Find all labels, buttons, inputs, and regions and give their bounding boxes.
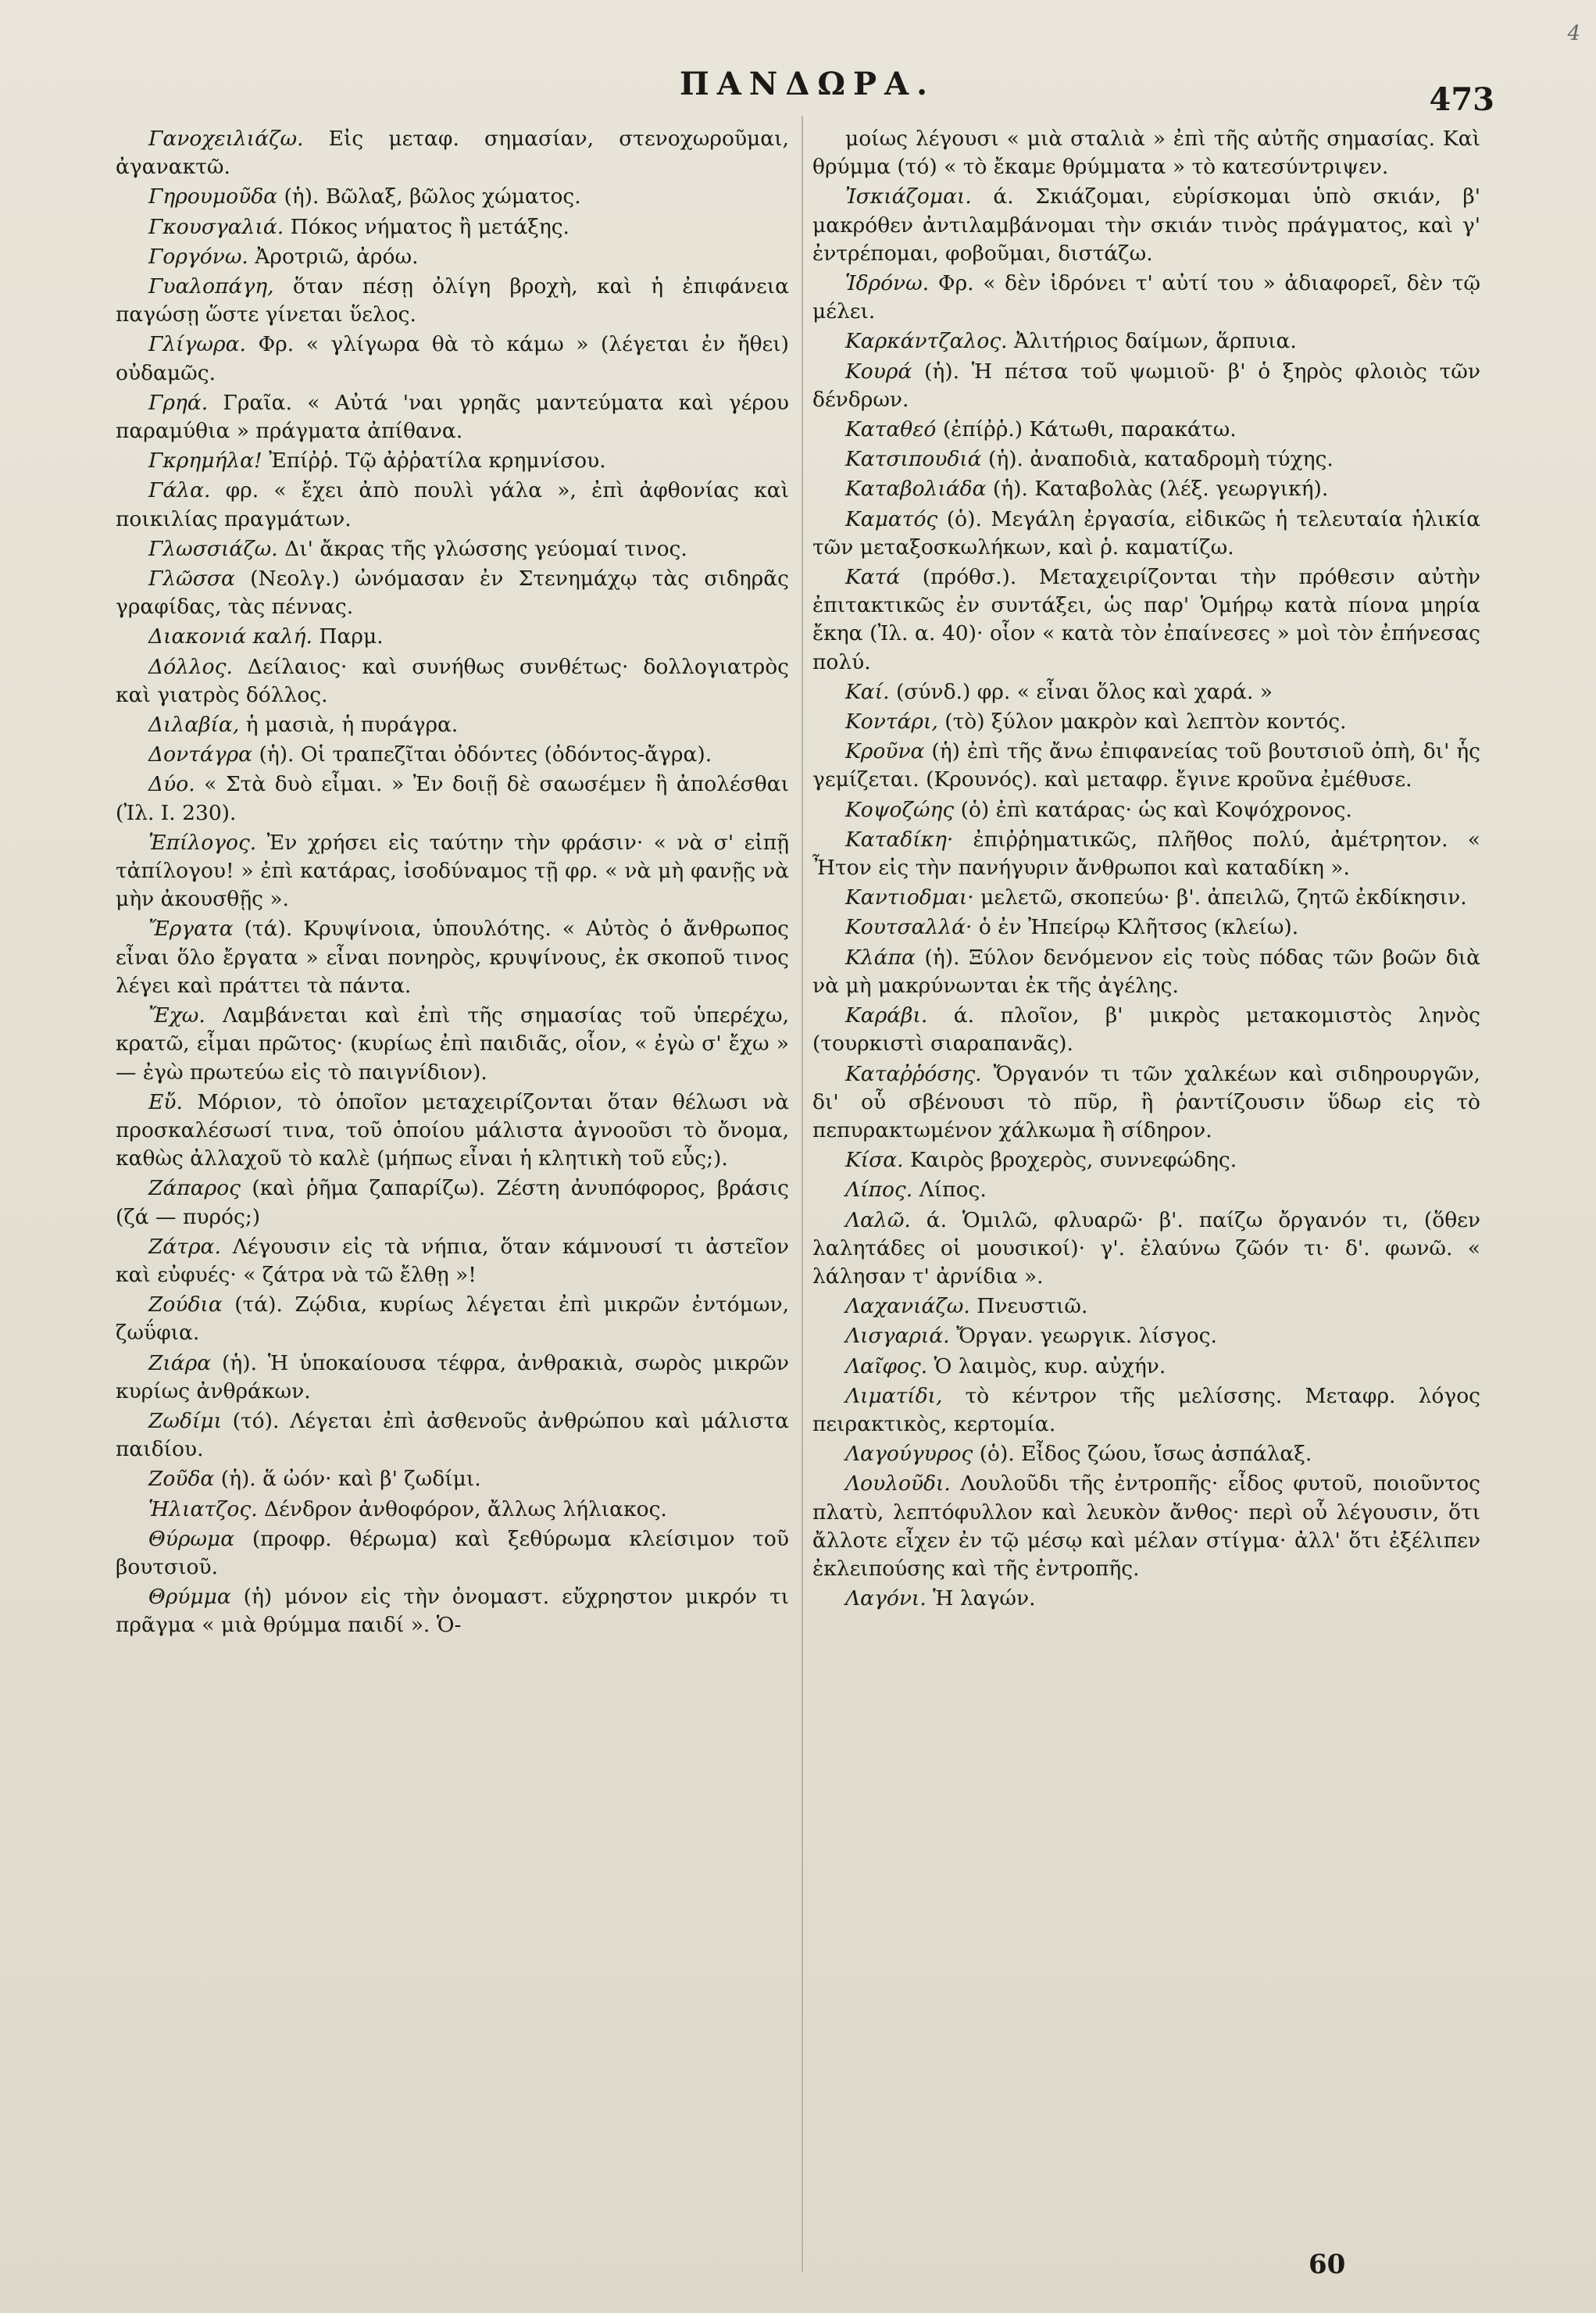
entry-headword: Καταθεό (845, 417, 937, 442)
dictionary-entry (812, 563, 1480, 677)
dictionary-entry (116, 1002, 789, 1087)
entry-headword: Διλαβία, (148, 713, 240, 738)
dictionary-entry (116, 829, 789, 914)
entry-headword: Ζιάρα (148, 1350, 212, 1375)
dictionary-entry (116, 125, 789, 181)
entry-headword: Κοντάρι, (845, 710, 938, 735)
entry-headword: Κατά (845, 565, 901, 590)
entry-definition: Μόριον, τὸ ὁποῖον μεταχειρίζονται ὅταν θέλωσι νὰ προσκαλέσωσί τινα, τοῦ ὁποίου μάλιστα ἀγνοοῦσι τὸ ὄνομα, καθὼς ἀλλαχοῦ τὸ καλὲ (μήπως εἶναι ἡ κλητικὴ τοῦ εὖς;). (116, 1089, 789, 1171)
entry-definition: ἐπιῤῥηματικῶς, πλῆθος πολύ, ἀμέτρητον. « Ἦτον εἰς τὴν πανήγυριν ἄνθρωποι καὶ καταδίκη ». (812, 827, 1480, 881)
dictionary-entry (812, 1382, 1480, 1439)
dictionary-entry (116, 331, 789, 387)
entry-headword: Γανοχειλιάζω. (148, 127, 304, 151)
entry-headword: Ἱδρόνω. (845, 271, 930, 296)
entry-headword: Κροῦνα (845, 739, 925, 764)
entry-headword: Κλάπα (845, 945, 916, 970)
entry-headword: Δύο. (148, 772, 195, 797)
entry-definition: ὅταν πέσῃ ὀλίγη βροχὴ, καὶ ἡ ἐπιφάνεια παγώσῃ ὥστε γίνεται ὕελος. (116, 274, 789, 327)
entry-definition: Ὄργανόν τι τῶν χαλκέων καὶ σιδηρουργῶν, δι' οὗ σβένουσι τὸ πῦρ, ἢ ῥαντίζουσιν ὕδωρ εἰς τὸ πεπυρακτωμένον χάλκωμα ἢ σίδηρον. (812, 1061, 1480, 1142)
entry-headword: Κουρά (845, 359, 912, 384)
entry-headword: Λαγούγυρος (845, 1442, 973, 1467)
dictionary-entry (116, 1350, 789, 1406)
entry-definition: τὸ κέντρον τῆς μελίσσης. Μεταφρ. λόγος πειρακτικὸς, κερτομία. (812, 1383, 1480, 1436)
entry-headword: Κίσα. (845, 1148, 904, 1173)
corner-mark: 4 (1567, 22, 1580, 45)
entry-headword: Δοντάγρα (148, 742, 253, 767)
dictionary-entry (812, 445, 1480, 474)
entry-headword: Καματός (845, 506, 938, 531)
entry-definition: (ἐπίῤῥ.) Κάτωθι, παρακάτω. (936, 417, 1237, 442)
entry-headword: Ἰσκιάζομαι. (845, 184, 972, 209)
entry-definition: (ὁ). Μεγάλη ἐργασία, εἰδικῶς ἡ τελευταία ἡλικία τῶν μεταξοσκωλήκων, καὶ ῥ. καματίζω. (812, 506, 1480, 559)
entry-definition: (ὁ). Εἶδος ζώου, ἴσως ἀσπάλαξ. (973, 1442, 1312, 1467)
dictionary-entry (812, 506, 1480, 562)
entry-headword: Καντιοδμαι· (845, 885, 974, 910)
dictionary-entry (116, 477, 789, 533)
entry-headword: Λουλοῦδι. (845, 1471, 951, 1496)
entry-headword: Καταῤῥόσης. (845, 1061, 982, 1086)
entry-definition: Ἀλιτήριος δαίμων, ἅρπυια. (1007, 329, 1297, 354)
entry-definition: Ἡ λαγών. (926, 1586, 1036, 1611)
entry-headword: Γρηά. (148, 390, 209, 415)
dictionary-entry (812, 1353, 1480, 1381)
entry-definition: (πρόθσ.). Μεταχειρίζονται τὴν πρόθεσιν αὐτὴν ἐπιτακτικῶς ἐν συντάξει, ὡς παρ' Ὁμήρῳ κατὰ πίονα μηρία ἔκηα (Ἰλ. α. 40)· οἷον « κατὰ τὸν ἐπαίνεσες » μοὶ τὸν ἐπήνεσας πολύ. (812, 565, 1480, 674)
entry-headword: Γάλα. (148, 478, 211, 503)
entry-definition: Λαμβάνεται καὶ ἐπὶ τῆς σημασίας τοῦ ὑπερέχω, κρατῶ, εἶμαι πρῶτος· (κυρίως ἐπὶ παιδιᾶς, οἷον, « ἐγὼ σ' ἔχω » — ἐγὼ πρωτεύω εἰς τὸ παιγνίδιον). (116, 1003, 789, 1085)
entry-definition: (Νεολγ.) ὠνόμασαν ἐν Στενημάχῳ τὰς σιδηρᾶς γραφίδας, τὰς πέννας. (116, 567, 789, 620)
entry-definition: Λίπος. (912, 1178, 987, 1203)
entry-headword: Θύρωμα (148, 1526, 235, 1551)
entry-headword: Γοργόνω. (148, 244, 248, 269)
entry-headword: Ζοῦδα (148, 1467, 215, 1492)
entry-definition: (ἡ) ἐπὶ τῆς ἄνω ἐπιφανείας τοῦ βουτσιοῦ ὀπὴ, δι' ἧς γεμίζεται. (Κρουνός). καὶ μεταφρ. ἔγινε κροῦνα ἐμέθυσε. (812, 739, 1480, 792)
entry-definition: Λέγουσιν εἰς τὰ νήπια, ὅταν κάμνουσί τι ἀστεῖον καὶ εὐφυές· « ζάτρα νὰ τῶ ἔλθῃ »! (116, 1234, 789, 1287)
dictionary-entry (812, 708, 1480, 736)
entry-definition: Φρ. « δὲν ἱδρόνει τ' αὐτί του » ἀδιαφορεῖ, δὲν τῷ μέλει. (812, 271, 1480, 324)
entry-definition: « Στὰ δυὸ εἶμαι. » Ἐν δοιῇ δὲ σαωσέμεν ἢ ἀπολέσθαι (Ἰλ. Ι. 230). (116, 772, 789, 825)
entry-headword: Γυαλοπάγη, (148, 274, 274, 299)
entry-definition: Εἰς μεταφ. σημασίαν, στενοχωροῦμαι, ἀγανακτῶ. (116, 127, 789, 180)
dictionary-entry (812, 1060, 1480, 1146)
entry-headword: Λαλῶ. (845, 1207, 911, 1232)
entry-headword: Κοψοζώης (845, 797, 955, 822)
dictionary-entry (812, 475, 1480, 503)
entry-headword: Καταβολιάδα (845, 477, 987, 502)
dictionary-entry (812, 884, 1480, 912)
entry-headword: Γλίγωρα. (148, 332, 246, 357)
dictionary-entry (812, 913, 1480, 942)
dictionary-entry (116, 1525, 789, 1582)
entry-headword: Λαχανιάζω. (845, 1294, 970, 1319)
dictionary-entry (812, 1440, 1480, 1468)
dictionary-entry (812, 1002, 1480, 1058)
entry-headword: Γκρημήλα! (148, 449, 262, 474)
right-column (812, 125, 1480, 1614)
entry-definition: (ἡ) μόνον εἰς τὴν ὀνομαστ. εὔχρηστον μικρόν τι πρᾶγμα « μιὰ θρύμμα παιδί ». Ὁ- (116, 1585, 789, 1638)
dictionary-entry (116, 1233, 789, 1289)
entry-definition: Πόκος νήματος ἢ μετάξης. (284, 214, 569, 239)
entry-headword: Καρκάντζαλος. (845, 329, 1008, 354)
entry-headword: Λαῖφος. (845, 1353, 928, 1378)
entry-definition: (τό). Λέγεται ἐπὶ ἀσθενοῦς ἀνθρώπου καὶ μάλιστα παιδίου. (116, 1408, 789, 1462)
entry-headword: Λαγόνι. (845, 1586, 927, 1611)
entry-headword: Ζωδίμι (148, 1408, 222, 1433)
entry-headword: Ζούδια (148, 1292, 223, 1317)
dictionary-entry (116, 1583, 789, 1639)
entry-definition: Φρ. « γλίγωρα θὰ τὸ κάμω » (λέγεται ἐν ἤθει) οὐδαμῶς. (116, 332, 789, 385)
entry-definition: Ἐν χρήσει εἰς ταύτην τὴν φράσιν· « νὰ σ' εἰπῇ τἀπίλογου! » ἐπὶ κατάρας, ἰσοδύναμος τῇ φρ. « νὰ μὴ φανῇς νὰ μὴν ἀκουσθῇς ». (116, 830, 789, 912)
entry-definition: (τά). Ζῴδια, κυρίως λέγεται ἐπὶ μικρῶν ἐντόμων, ζωΰφια. (116, 1292, 789, 1346)
entry-headword: Καί. (845, 679, 890, 704)
entry-definition: (ἡ). Ἡ πέτσα τοῦ ψωμιοῦ· β' ὁ ξηρὸς φλοιὸς τῶν δένδρων. (812, 359, 1480, 412)
entry-definition: Ὁ λαιμὸς, κυρ. αὐχήν. (927, 1353, 1166, 1378)
entry-headword: Εὔ. (148, 1089, 183, 1114)
dictionary-entry (812, 270, 1480, 326)
dictionary-entry (812, 1322, 1480, 1350)
entry-headword: Κατσιπουδιά (845, 447, 982, 472)
dictionary-entry (812, 738, 1480, 794)
entry-definition: (ἡ). Βῶλαξ, βῶλος χώματος. (277, 184, 581, 209)
dictionary-entry (812, 1146, 1480, 1174)
entry-definition: Ἐπίῤῥ. Τῷ ἀῤῥατίλα κρημνίσου. (262, 449, 606, 474)
dictionary-entry (116, 1174, 789, 1231)
entry-headword: Καταδίκη· (845, 827, 954, 852)
entry-definition: (προφρ. θέρωμα) καὶ ξεθύρωμα κλείσιμον τοῦ βουτσιοῦ. (116, 1526, 789, 1579)
entry-headword: Γκουσγαλιά. (148, 214, 284, 239)
dictionary-entry (116, 623, 789, 651)
entry-definition: (καὶ ῥῆμα ζαπαρίζω). Ζέστη ἀνυπόφορος, βράσις (ζά — πυρός;) (116, 1176, 789, 1229)
left-column (116, 125, 789, 1642)
dictionary-entry (812, 678, 1480, 706)
entry-definition: Ὄργαν. γεωργικ. λίσγος. (949, 1324, 1217, 1349)
entry-definition: ἡ μασιὰ, ἡ πυράγρα. (239, 713, 459, 738)
entry-definition: (ἡ). Καταβολὰς (λέξ. γεωργική). (986, 477, 1329, 502)
dictionary-entry (116, 183, 789, 211)
entry-definition: φρ. « ἔχει ἀπὸ πουλὶ γάλα », ἐπὶ ἀφθονίας καὶ ποικιλίας πραγμάτων. (116, 478, 789, 531)
entry-definition: (ὁ) ἐπὶ κατάρας· ὡς καὶ Κοψόχρονος. (954, 797, 1352, 822)
dictionary-entry (116, 389, 789, 445)
entry-headword: Ἡλιατζος. (148, 1496, 258, 1521)
dictionary-entry (812, 358, 1480, 414)
entry-definition: (σύνδ.) φρ. « εἶναι ὅλος καὶ χαρά. » (889, 679, 1273, 704)
entry-headword: Λισγαριά. (845, 1324, 950, 1349)
entry-headword: Καράβι. (845, 1003, 928, 1028)
entry-headword: Γηρουμοῦδα (148, 184, 278, 209)
column-divider (802, 116, 803, 2272)
page-number: 473 (1429, 81, 1494, 118)
dictionary-entry (116, 565, 789, 621)
dictionary-entry (812, 183, 1480, 268)
entry-definition: Γραῖα. « Αὐτά 'ναι γρηᾶς μαντεύματα καὶ γέρου παραμύθια » πράγματα ἀπίθανα. (116, 390, 789, 444)
entry-definition: Λουλοῦδι τῆς ἐντροπῆς· εἶδος φυτοῦ, ποιοῦντος πλατὺ, λεπτόφυλλον καὶ λευκὸν ἄνθος· περὶ οὗ λέγουσιν, ὅτι ἄλλοτε εἶχεν ἐν τῷ μέσῳ καὶ μέλαν στίγμα· ἀλλ' ὅτι ἐξέλιπεν ἐκλειπούσης καὶ τῆς ἐντροπῆς. (812, 1471, 1480, 1581)
entry-definition: Παρμ. (312, 624, 384, 649)
dictionary-entry (116, 1089, 789, 1174)
entry-definition: ά. Σκιάζομαι, εὑρίσκομαι ὑπὸ σκιάν, β' μακρόθεν ἀντιλαμβάνομαι τὴν σκιάν τινὸς πράγματος, καὶ γ' ἐντρέπομαι, φοβοῦμαι, διστάζω. (812, 184, 1480, 266)
entry-definition: (ἡ). Οἱ τραπεζῖται ὀδόντες (ὀδόντος-ἄγρα). (252, 742, 712, 767)
dictionary-entry (812, 125, 1480, 181)
entry-definition: μελετῶ, σκοπεύω· β'. ἀπειλῶ, ζητῶ ἐκδίκησιν. (973, 885, 1467, 910)
dictionary-entry (116, 741, 789, 769)
entry-definition: (ἡ). ἅ ὠόν· καὶ β' ζωδίμι. (214, 1467, 481, 1492)
entry-definition: (τὸ) ξύλον μακρὸν καὶ λεπτὸν κοντός. (937, 710, 1347, 735)
entry-headword: Κουτσαλλά· (845, 915, 973, 940)
entry-definition: Πνευστιῶ. (969, 1294, 1088, 1319)
dictionary-entry (812, 944, 1480, 1000)
dictionary-entry (116, 653, 789, 710)
dictionary-entry (116, 273, 789, 329)
entry-headword: Θρύμμα (148, 1585, 231, 1610)
dictionary-entry (116, 1291, 789, 1347)
dictionary-entry (812, 327, 1480, 356)
signature-mark: 60 (1309, 2249, 1346, 2280)
dictionary-entry (812, 1470, 1480, 1583)
running-head: ΠΑΝΔΩΡΑ. (680, 66, 936, 102)
dictionary-entry (116, 711, 789, 739)
dictionary-entry (812, 1585, 1480, 1613)
dictionary-entry (116, 447, 789, 475)
entry-definition: Ἀροτριῶ, ἀρόω. (248, 244, 419, 269)
entry-definition: (ἡ). Ἡ ὑποκαίουσα τέφρα, ἀνθρακιὰ, σωρὸς μικρῶν κυρίως ἀνθράκων. (116, 1350, 789, 1403)
entry-headword: Γλῶσσα (148, 567, 235, 592)
entry-definition: (τά). Κρυψίνοια, ὑπουλότης. « Αὐτὸς ὁ ἄνθρωπος εἶναι ὅλο ἔργατα » εἶναι πονηρὸς, κρυψίνους, ἐκ σκοποῦ τινος λέγει καὶ πράττει τὰ πάντα. (116, 917, 789, 998)
entry-headword: Ζάτρα. (148, 1234, 221, 1259)
dictionary-entry (116, 213, 789, 241)
entry-definition: Δείλαιος· καὶ συνήθως συνθέτως· δολλογιατρὸς καὶ γιατρὸς δόλλος. (116, 654, 789, 707)
dictionary-entry (116, 1465, 789, 1493)
entry-definition: Δι' ἄκρας τῆς γλώσσης γεύομαί τινος. (277, 536, 687, 561)
entry-headword: Γλωσσιάζω. (148, 536, 278, 561)
entry-definition: ὁ ἐν Ἠπείρῳ Κλῆτσος (κλείω). (972, 915, 1299, 940)
entry-definition: μοίως λέγουσι « μιὰ σταλιὰ » ἐπὶ τῆς αὐτῆς σημασίας. Καὶ θρύμμα (τό) « τὸ ἔκαμε θρύμματα » τὸ κατεσύντριψεν. (812, 127, 1480, 180)
entry-headword: Λίπος. (845, 1178, 913, 1203)
dictionary-entry (812, 826, 1480, 882)
entry-definition: ά. πλοῖον, β' μικρὸς μετακομιστὸς ληνὸς (τουρκιστὶ σιαραπανᾶς). (812, 1003, 1480, 1056)
dictionary-entry (116, 1407, 789, 1464)
dictionary-entry (116, 770, 789, 827)
entry-headword: Ἔχω. (148, 1003, 205, 1028)
entry-definition: ά. Ὁμιλῶ, φλυαρῶ· β'. παίζω ὄργανόν τι, (ὅθεν λαλητάδες οἱ μουσικοί)· γ'. ἐλαύνω ζῶόν τι· δ'. φωνῶ. « λάλησαν τ' ἀρνίδια ». (812, 1207, 1480, 1289)
dictionary-entry (812, 1292, 1480, 1321)
dictionary-entry (116, 1496, 789, 1524)
entry-definition: (ἡ). Ξύλον δενόμενον εἰς τοὺς πόδας τῶν βοῶν διὰ νὰ μὴ μακρύνωνται ἐκ τῆς ἀγέλης. (812, 945, 1480, 998)
entry-headword: Δόλλος. (148, 654, 233, 679)
dictionary-entry (812, 1176, 1480, 1204)
entry-definition: Δένδρον ἀνθοφόρον, ἄλλως λήλιακος. (257, 1496, 667, 1521)
entry-definition: Καιρὸς βροχερὸς, συννεφώδης. (903, 1148, 1237, 1173)
entry-headword: Ἔργατα (148, 917, 234, 942)
dictionary-entry (812, 796, 1480, 824)
dictionary-entry (116, 535, 789, 563)
dictionary-entry (116, 915, 789, 1000)
entry-headword: Λιματίδι, (845, 1383, 943, 1408)
entry-headword: Ἐπίλογος. (148, 830, 257, 855)
dictionary-entry (812, 416, 1480, 444)
dictionary-entry (116, 243, 789, 271)
entry-headword: Ζάπαρος (148, 1176, 241, 1201)
dictionary-entry (812, 1207, 1480, 1292)
entry-definition: (ἡ). ἀναποδιὰ, καταδρομὴ τύχης. (981, 447, 1334, 472)
entry-headword: Διακονιά καλή. (148, 624, 312, 649)
